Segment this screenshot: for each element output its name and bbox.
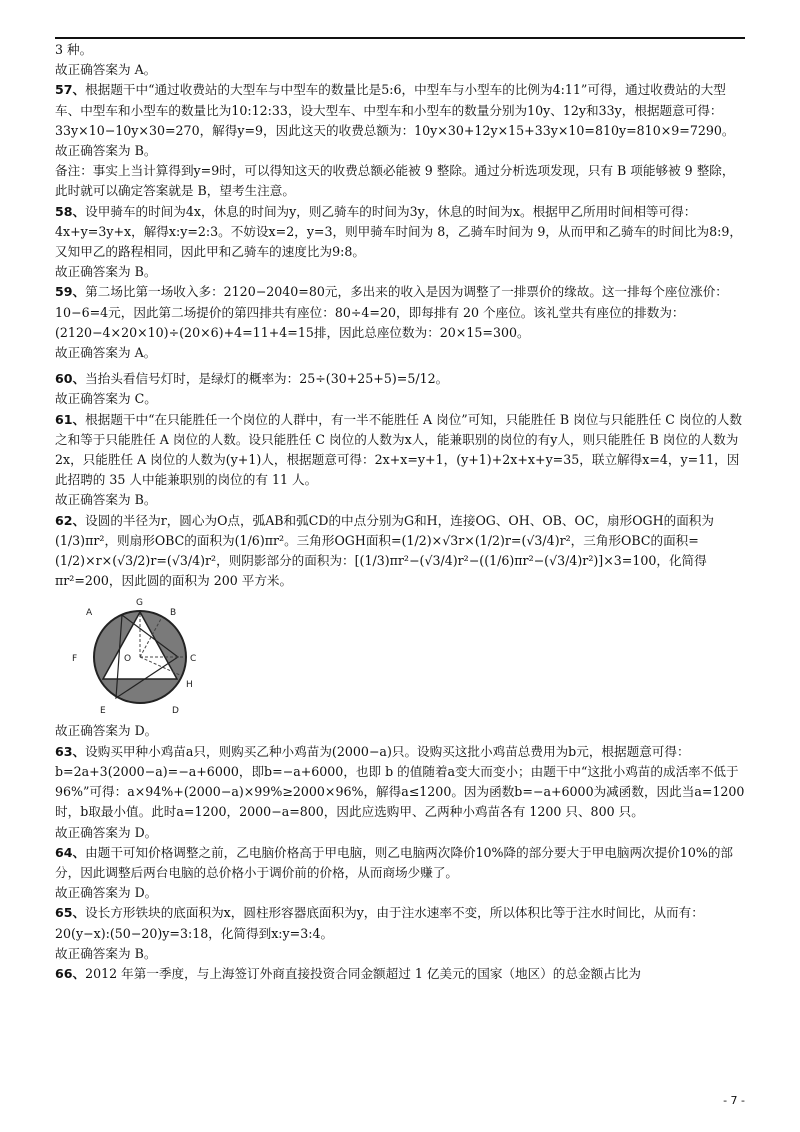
fig-label-a: A: [86, 608, 93, 619]
fig-label-o: O: [124, 654, 132, 665]
question-58: [55, 202, 747, 283]
question-57: [55, 80, 747, 201]
question-text: 设长方形铁块的底面积为x，圆柱形容器底面积为y，由于注水速率不变，所以体积比等于注水时间比，从而有：20(y−x):(50−20)y=3:18，化简得到x:y=3:4。: [55, 905, 704, 941]
circle-figure: [58, 595, 218, 719]
question-text: 设甲骑车的时间为4x，休息的时间为y，则乙骑车的时间为3y，休息的时间为x。根据甲乙所用时间相等可得：4x+y=3y+x，解得x:y=2:3。不妨设x=2，y=3，则甲骑车时间为 8，乙骑车时间为 9，从而甲和乙骑车的时间比为8:9，又知甲乙的路程相同，因此甲和乙骑车的速度比为9:8。: [55, 203, 743, 260]
question-64: [55, 843, 747, 904]
fig-label-c: C: [190, 654, 197, 665]
answer-line: 故正确答案为 B。: [55, 945, 157, 961]
intro-line: 3 种。: [55, 42, 93, 57]
question-text: 2012 年第一季度，与上海签订外商直接投资合同金额超过 1 亿美元的国家（地区）的总金额占比为: [85, 965, 641, 981]
question-number: 66、: [55, 965, 86, 981]
question-61: [55, 410, 747, 511]
fig-label-f: F: [72, 654, 78, 665]
answer-line: 故正确答案为 A。: [55, 345, 157, 361]
fig-label-b: B: [170, 608, 177, 619]
note-text: 备注：事实上当计算得到y=9时，可以得知这天的收费总额必能被 9 整除。通过分析选项发现，只有 B 项能够被 9 整除，此时就可以确定答案就是 B，望考生注意。: [55, 163, 735, 199]
answer-line: 故正确答案为 B。: [55, 143, 157, 159]
question-66: [55, 964, 747, 984]
question-59: [55, 282, 747, 363]
fig-label-g: G: [136, 598, 143, 609]
intro-answer: 故正确答案为 A。: [55, 62, 157, 78]
answer-line: 故正确答案为 B。: [55, 492, 157, 508]
question-number: 64、: [55, 844, 86, 860]
question-text: 当抬头看信号灯时，是绿灯的概率为：25÷(30+25+5)=5/12。: [85, 371, 449, 387]
answer-line: 故正确答案为 D。: [55, 885, 158, 901]
question-number: 61、: [55, 411, 86, 427]
fig-label-h: H: [186, 680, 193, 691]
question-text: 根据题干中“在只能胜任一个岗位的人群中，有一半不能胜任 A 岗位”可知，只能胜任 B 岗位与只能胜任 C 岗位的人数之和等于只能胜任 A 岗位的人数。设只能胜任 C 岗位的人数为x人，能兼职别的岗位的有y人，则只能胜任 B 岗位的人数为2x，只能胜任 A 岗位的人数为(y+1)人，根据题意可得：2x+x=y+1，(y+1)+2x+x+y=35，联立解得x=4，y=11，因此招聘的 35 人中能兼职别的岗位的有 11 人。: [55, 411, 742, 488]
page-content: [55, 40, 747, 984]
question-text: 根据题干中“通过收费站的大型车与中型车的数量比是5:6，中型车与小型车的比例为4:11”可得，通过收费站的大型车、中型车和小型车的数量比为10:12:33，设大型车、中型车和小型车的数量分别为10y、12y和33y，根据题意可得：33y×10−10y×30=270，解得y=9，因此这天的收费总额为：10y×30+12y×15+33y×10=810y=810×9=7290。: [55, 82, 735, 138]
question-number: 60、: [55, 371, 86, 387]
question-text: 由题干可知价格调整之前，乙电脑价格高于甲电脑，则乙电脑两次降价10%降的部分要大于甲电脑两次提价10%的部分，因此调整后两台电脑的总价格小于调价前的价格，从而商场少赚了。: [55, 844, 734, 880]
fig-label-e: E: [100, 706, 106, 717]
question-63: [55, 742, 747, 843]
question-60: [55, 369, 747, 409]
question-text: 第二场比第一场收入多：2120−2040=80元，多出来的收入是因为调整了一排票价的缘故。这一排每个座位涨价：10−6=4元，因此第二场提价的第四排共有座位：80÷4=20，即每排有 20 个座位。该礼堂共有座位的排数为：(2120−4×20×10)÷(20×6)+4=11+4=15排，因此总座位数为：20×15=300。: [55, 284, 728, 340]
page-number: - 7 -: [723, 1094, 745, 1107]
question-62: [55, 511, 747, 742]
question-65: [55, 903, 747, 964]
question-number: 59、: [55, 284, 86, 300]
answer-line: 故正确答案为 D。: [55, 723, 158, 739]
answer-line: 故正确答案为 D。: [55, 824, 158, 840]
question-text: 设购买甲种小鸡苗a只，则购买乙种小鸡苗为(2000−a)只。设购买这批小鸡苗总费用为b元，根据题意可得：b=2a+3(2000−a)=−a+6000，即b=−a+6000，也即 b 的值随着a变大而变小；由题干中“这批小鸡苗的成活率不低于96%”可得：a×94%+(2000−a)×99%≥2000×96%，解得a≤1200。因为函数b=−a+6000为减函数，因此当a=1200时，b取最小值。此时a=1200，2000−a=800，因此应选购甲、乙两种小鸡苗各有 1200 只、800 只。: [55, 743, 745, 820]
answer-line: 故正确答案为 B。: [55, 264, 157, 280]
question-number: 63、: [55, 743, 86, 759]
question-text: 设圆的半径为r，圆心为O点，弧AB和弧CD的中点分别为G和H，连接OG、OH、OB、OC，扇形OGH的面积为(1/3)πr²，则扇形OBC的面积为(1/6)πr²。三角形OGH面积=(1/2)×√3r×(1/2)r=(√3/4)r²，三角形OBC的面积=(1/2)×r×(√3/2)r=(√3/4)r²，则阴影部分的面积为：[(1/3)πr²−(√3/4)r²−((1/6)πr²−(√3/4)r²)]×3=100，化简得πr²=200，因此圆的面积为 200 平方米。: [55, 512, 714, 589]
question-number: 62、: [55, 512, 86, 528]
answer-line: 故正确答案为 C。: [55, 391, 157, 407]
question-number: 65、: [55, 905, 86, 921]
circle-diagram: [58, 595, 218, 719]
question-number: 57、: [55, 82, 86, 98]
header-rule: [55, 37, 745, 39]
question-number: 58、: [55, 203, 86, 219]
fig-label-d: D: [172, 706, 179, 717]
